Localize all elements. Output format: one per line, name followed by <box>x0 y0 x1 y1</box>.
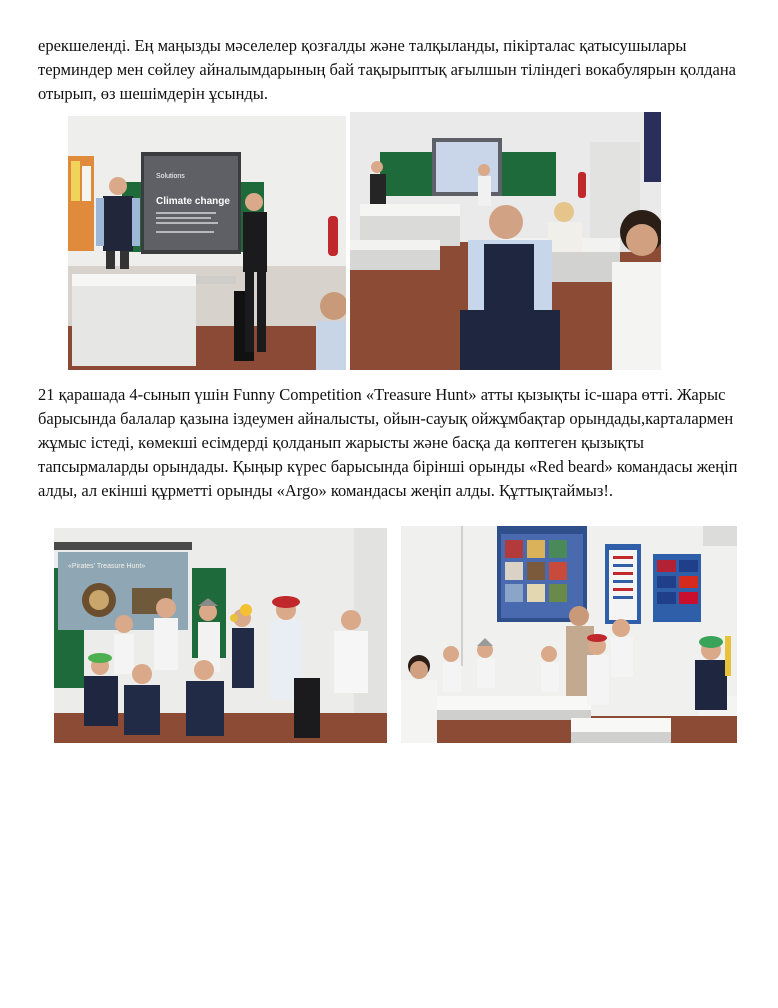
photo-debate-presentation <box>68 116 346 370</box>
photo-treasure-hunt-group <box>54 528 387 743</box>
paragraph-treasure-hunt: 21 қарашада 4-сынып үшін Funny Competition «Treasure Hunt» атты қызықты іс-шара өтті. Жарыс барысында балалар қазына іздеумен айналысты, ойын-сауық ойжұмбақтар орындады,карталармен жұмыс істеді, көмекші есімдерді қолданып жарысты және басқа да көптеген қызықты тапсырмаларды орындады. Қыңыр күрес барысында бірінші орынды «Red beard» командасы жеңіп алды, ал екінші құрметті орынды «Argo» командасы жеңіп алды. Құттықтаймыз!. <box>38 385 738 500</box>
paragraph-debate-summary: ерекшеленді. Ең маңызды мәселелер қозғалды және талқыланды, пікірталас қатысушылары терминдер мен сөйлеу айналымдарының бай тақырыптық ағылшын тіліндегі вокабулярын қолдана отырып, өз шешімдерін ұсынды. <box>38 36 737 103</box>
slide-title-pirates: «Pirates' Treasure Hunt» <box>68 563 146 570</box>
photo-classroom-debate <box>350 112 661 370</box>
slide-heading: Solutions <box>156 173 185 180</box>
photo-treasure-hunt-classroom <box>401 526 737 743</box>
slide-title: Climate change <box>156 196 230 207</box>
